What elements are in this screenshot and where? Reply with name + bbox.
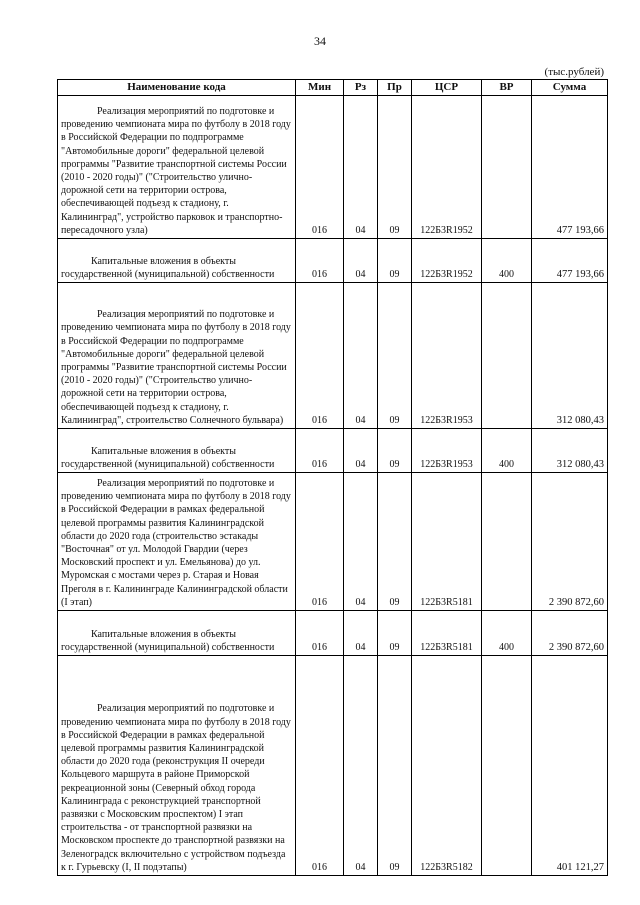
table-row xyxy=(58,429,608,473)
row-sum: 312 080,43 xyxy=(532,429,608,473)
row-min: 016 xyxy=(296,473,344,611)
row-name: Капитальные вложения в объекты государственной (муниципальной) собственности xyxy=(58,429,296,473)
budget-table xyxy=(57,79,608,876)
row-rz: 04 xyxy=(344,429,378,473)
row-vr: 400 xyxy=(482,239,532,283)
row-vr: 400 xyxy=(482,611,532,656)
row-csr: 122Б3R1952 xyxy=(412,239,482,283)
row-name: Реализация мероприятий по подготовке и проведению чемпионата мира по футболу в 2018 году в Российской Федерации в рамках федеральной целевой программы развития Калининградской области до 2020 года (строительство эстакады "Восточная" от ул. Молодой Гвардии (через Московский проспект и ул. Емельянова) до ул. Муромская с мостами через р. Старая и Новая Преголя в г. Калининграде Калининградской области (I этап) xyxy=(58,473,296,611)
row-sum: 2 390 872,60 xyxy=(532,473,608,611)
row-min: 016 xyxy=(296,283,344,429)
header-sum: Сумма xyxy=(532,80,608,96)
row-csr: 122Б3R5181 xyxy=(412,473,482,611)
table-row xyxy=(58,473,608,611)
row-name: Реализация мероприятий по подготовке и проведению чемпионата мира по футболу в 2018 году в Российской Федерации по подпрограмме "Автомобильные дороги" федеральной целевой программы "Развитие транспортной системы России (2010 - 2020 годы)" ("Строительство улично-дорожной сети на территории острова, обеспечивающей подъезд к стадиону, г. Калининград", устройство парковок и транспортно-пересадочного узла) xyxy=(58,96,296,239)
header-vr: ВР xyxy=(482,80,532,96)
row-vr: 400 xyxy=(482,429,532,473)
row-csr: 122Б3R1952 xyxy=(412,96,482,239)
table-row xyxy=(58,239,608,283)
header-pr: Пр xyxy=(378,80,412,96)
table-row xyxy=(58,611,608,656)
row-pr: 09 xyxy=(378,656,412,876)
row-pr: 09 xyxy=(378,473,412,611)
row-sum: 477 193,66 xyxy=(532,96,608,239)
row-csr: 122Б3R5181 xyxy=(412,611,482,656)
row-rz: 04 xyxy=(344,611,378,656)
row-pr: 09 xyxy=(378,429,412,473)
units-label: (тыс.рублей) xyxy=(544,66,604,78)
row-vr xyxy=(482,656,532,876)
row-name: Капитальные вложения в объекты государственной (муниципальной) собственности xyxy=(58,239,296,283)
table-row xyxy=(58,656,608,876)
row-vr xyxy=(482,283,532,429)
row-rz: 04 xyxy=(344,283,378,429)
table-row xyxy=(58,283,608,429)
row-csr: 122Б3R1953 xyxy=(412,429,482,473)
row-vr xyxy=(482,96,532,239)
row-rz: 04 xyxy=(344,656,378,876)
row-csr: 122Б3R1953 xyxy=(412,283,482,429)
page-number: 34 xyxy=(314,34,326,48)
row-name: Реализация мероприятий по подготовке и проведению чемпионата мира по футболу в 2018 году в Российской Федерации в рамках федеральной целевой программы развития Калининградской области до 2020 года (реконструкция II очереди Кольцевого маршрута в районе Приморской рекреационной зоны (Северный обход города Калининграда с реконструкцией транспортной развязки с Московским проспектом) I этап строительства - от транспортной развязки на Московском проспекте до транспортной развязки на Зеленоградск включительно с устройством подъезда к г. Гурьевску (I, II подэтапы) xyxy=(58,656,296,876)
row-min: 016 xyxy=(296,656,344,876)
row-pr: 09 xyxy=(378,611,412,656)
header-csr: ЦСР xyxy=(412,80,482,96)
row-min: 016 xyxy=(296,611,344,656)
table-row xyxy=(58,96,608,239)
row-rz: 04 xyxy=(344,473,378,611)
row-rz: 04 xyxy=(344,239,378,283)
row-csr: 122Б3R5182 xyxy=(412,656,482,876)
row-vr xyxy=(482,473,532,611)
row-pr: 09 xyxy=(378,283,412,429)
row-name: Капитальные вложения в объекты государственной (муниципальной) собственности xyxy=(58,611,296,656)
row-min: 016 xyxy=(296,96,344,239)
row-sum: 312 080,43 xyxy=(532,283,608,429)
row-pr: 09 xyxy=(378,239,412,283)
row-rz: 04 xyxy=(344,96,378,239)
header-rz: Рз xyxy=(344,80,378,96)
row-sum: 401 121,27 xyxy=(532,656,608,876)
row-min: 016 xyxy=(296,239,344,283)
row-sum: 2 390 872,60 xyxy=(532,611,608,656)
row-sum: 477 193,66 xyxy=(532,239,608,283)
row-pr: 09 xyxy=(378,96,412,239)
header-min: Мин xyxy=(296,80,344,96)
row-min: 016 xyxy=(296,429,344,473)
row-name: Реализация мероприятий по подготовке и проведению чемпионата мира по футболу в 2018 году в Российской Федерации по подпрограмме "Автомобильные дороги" федеральной целевой программы "Развитие транспортной системы России (2010 - 2020 годы)" ("Строительство улично-дорожной сети на территории острова, обеспечивающей подъезд к стадиону, г. Калининград", строительство Солнечного бульвара) xyxy=(58,283,296,429)
header-name: Наименование кода xyxy=(58,80,296,96)
table-header-row xyxy=(58,80,608,96)
